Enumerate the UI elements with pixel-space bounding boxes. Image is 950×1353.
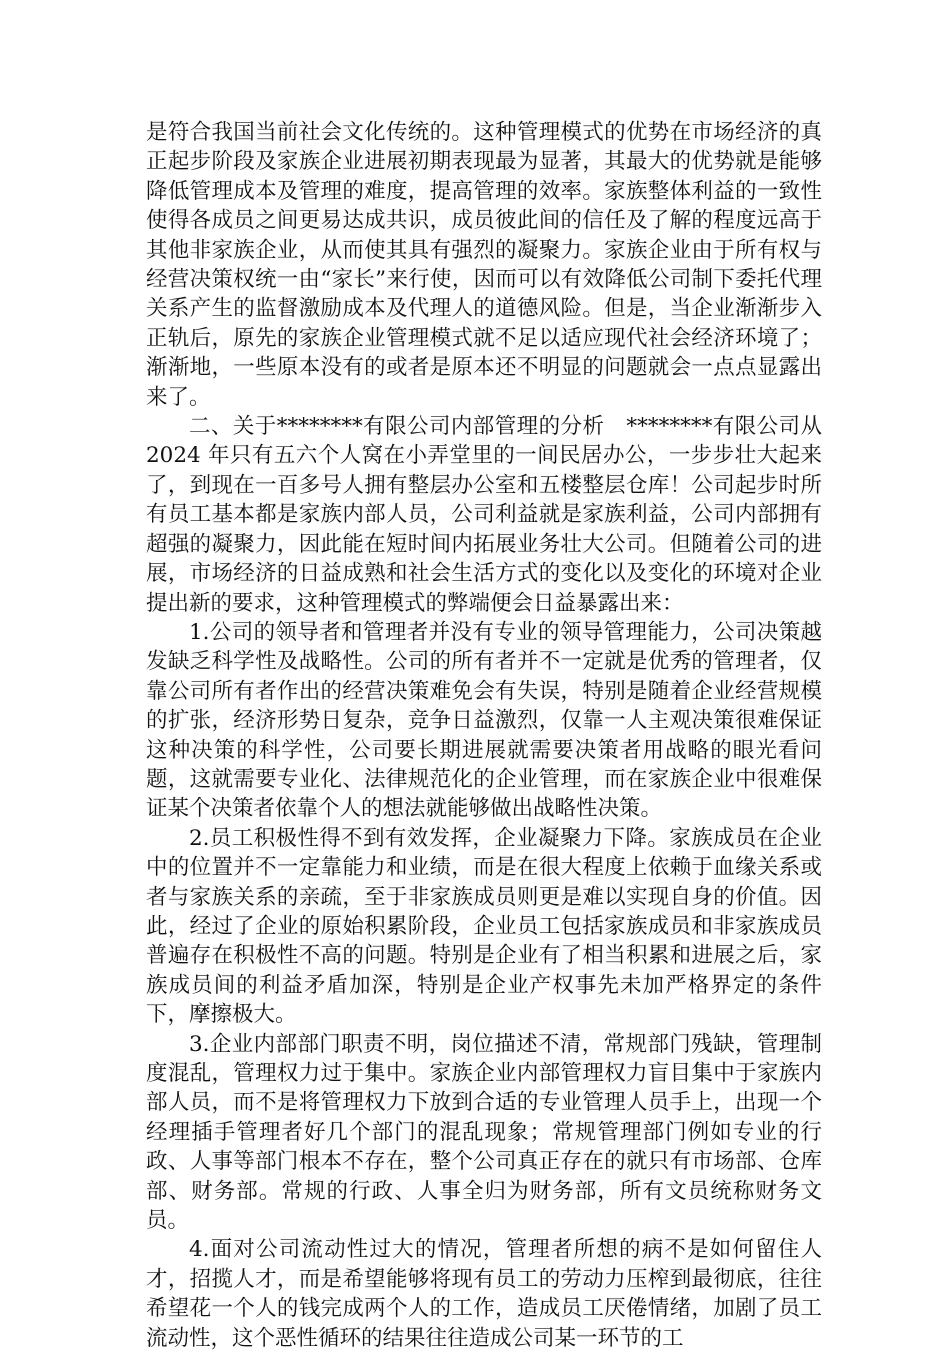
paragraph-point-3-departments: 3.企业内部部门职责不明，岗位描述不清，常规部门残缺，管理制度混乱，管理权力过于集中。家族企业内部管理权力盲目集中于家族内部人员，而不是将管理权力下放到合适的专业管理人员手上，出现一个经理插手管理者好几个部门的混乱现象；常规管理部门例如专业的行政、人事等部门根本不存在，整个公司真正存在的就只有市场部、仓库部、财务部。常规的行政、人事全归为财务部，所有文员统称财务文员。 [146,1031,822,1234]
paragraph-section-two-analysis: 二、关于********有限公司内部管理的分析 ********有限公司从 2024 年只有五六个人窝在小弄堂里的一间民居办公，一步步壮大起来了，到现在一百多号人拥有整层办公室和五楼整层仓库！公司起步时所有员工基本都是家族内部人员，公司利益就是家族利益，公司内部拥有超强的凝聚力，因此能在短时间内拓展业务壮大公司。但随着公司的进展，市场经济的日益成熟和社会生活方式的变化以及变化的环境对企业提出新的要求，这种管理模式的弊端便会日益暴露出来： [146,414,822,616]
paragraph-point-1-leadership: 1.公司的领导者和管理者并没有专业的领导管理能力，公司决策越发缺乏科学性及战略性。公司的所有者并不一定就是优秀的管理者，仅靠公司所有者作出的经营决策难免会有失误，特别是随着企业经营规模的扩张，经济形势日复杂，竞争日益激烈，仅靠一人主观决策很难保证这种决策的科学性，公司要长期进展就需要决策者用战略的眼光看问题，这就需要专业化、法律规范化的企业管理，而在家族企业中很难保证某个决策者依靠个人的想法就能够做出战略性决策。 [146,619,822,822]
paragraph-management-advantages: 是符合我国当前社会文化传统的。这种管理模式的优势在市场经济的真正起步阶段及家族企业进展初期表现最为显著，其最大的优势就是能够降低管理成本及管理的难度，提高管理的效率。家族整体利益的一致性使得各成员之间更易达成共识，成员彼此间的信任及了解的程度远高于其他非家族企业，从而使其具有强烈的凝聚力。家族企业由于所有权与经营决策权统一由“家长”来行使，因而可以有效降低公司制下委托代理关系产生的监督激励成本及代理人的道德风险。但是，当企业渐渐步入正轨后，原先的家族企业管理模式就不足以适应现代社会经济环境了；渐渐地，一些原本没有的或者是原本还不明显的问题就会一点点显露出来了。 [146,120,822,410]
paragraph-point-2-motivation: 2.员工积极性得不到有效发挥，企业凝聚力下降。家族成员在企业中的位置并不一定靠能力和业绩，而是在很大程度上依赖于血缘关系或者与家族关系的亲疏，至于非家族成员则更是难以实现自身的价值。因此，经过了企业的原始积累阶段，企业员工包括家族成员和非家族成员普遍存在积极性不高的问题。特别是企业有了相当积累和进展之后，家族成员间的利益矛盾加深，特别是企业产权事先未加严格界定的条件下，摩擦极大。 [146,825,822,1028]
paragraph-point-4-turnover: 4.面对公司流动性过大的情况，管理者所想的病不是如何留住人才，招揽人才，而是希望能够将现有员工的劳动力压榨到最彻底，往往希望花一个人的钱完成两个人的工作，造成员工厌倦情绪，加剧了员工流动性，这个恶性循环的结果往往造成公司某一环节的工 [146,1237,822,1351]
document-body [146,118,822,1353]
